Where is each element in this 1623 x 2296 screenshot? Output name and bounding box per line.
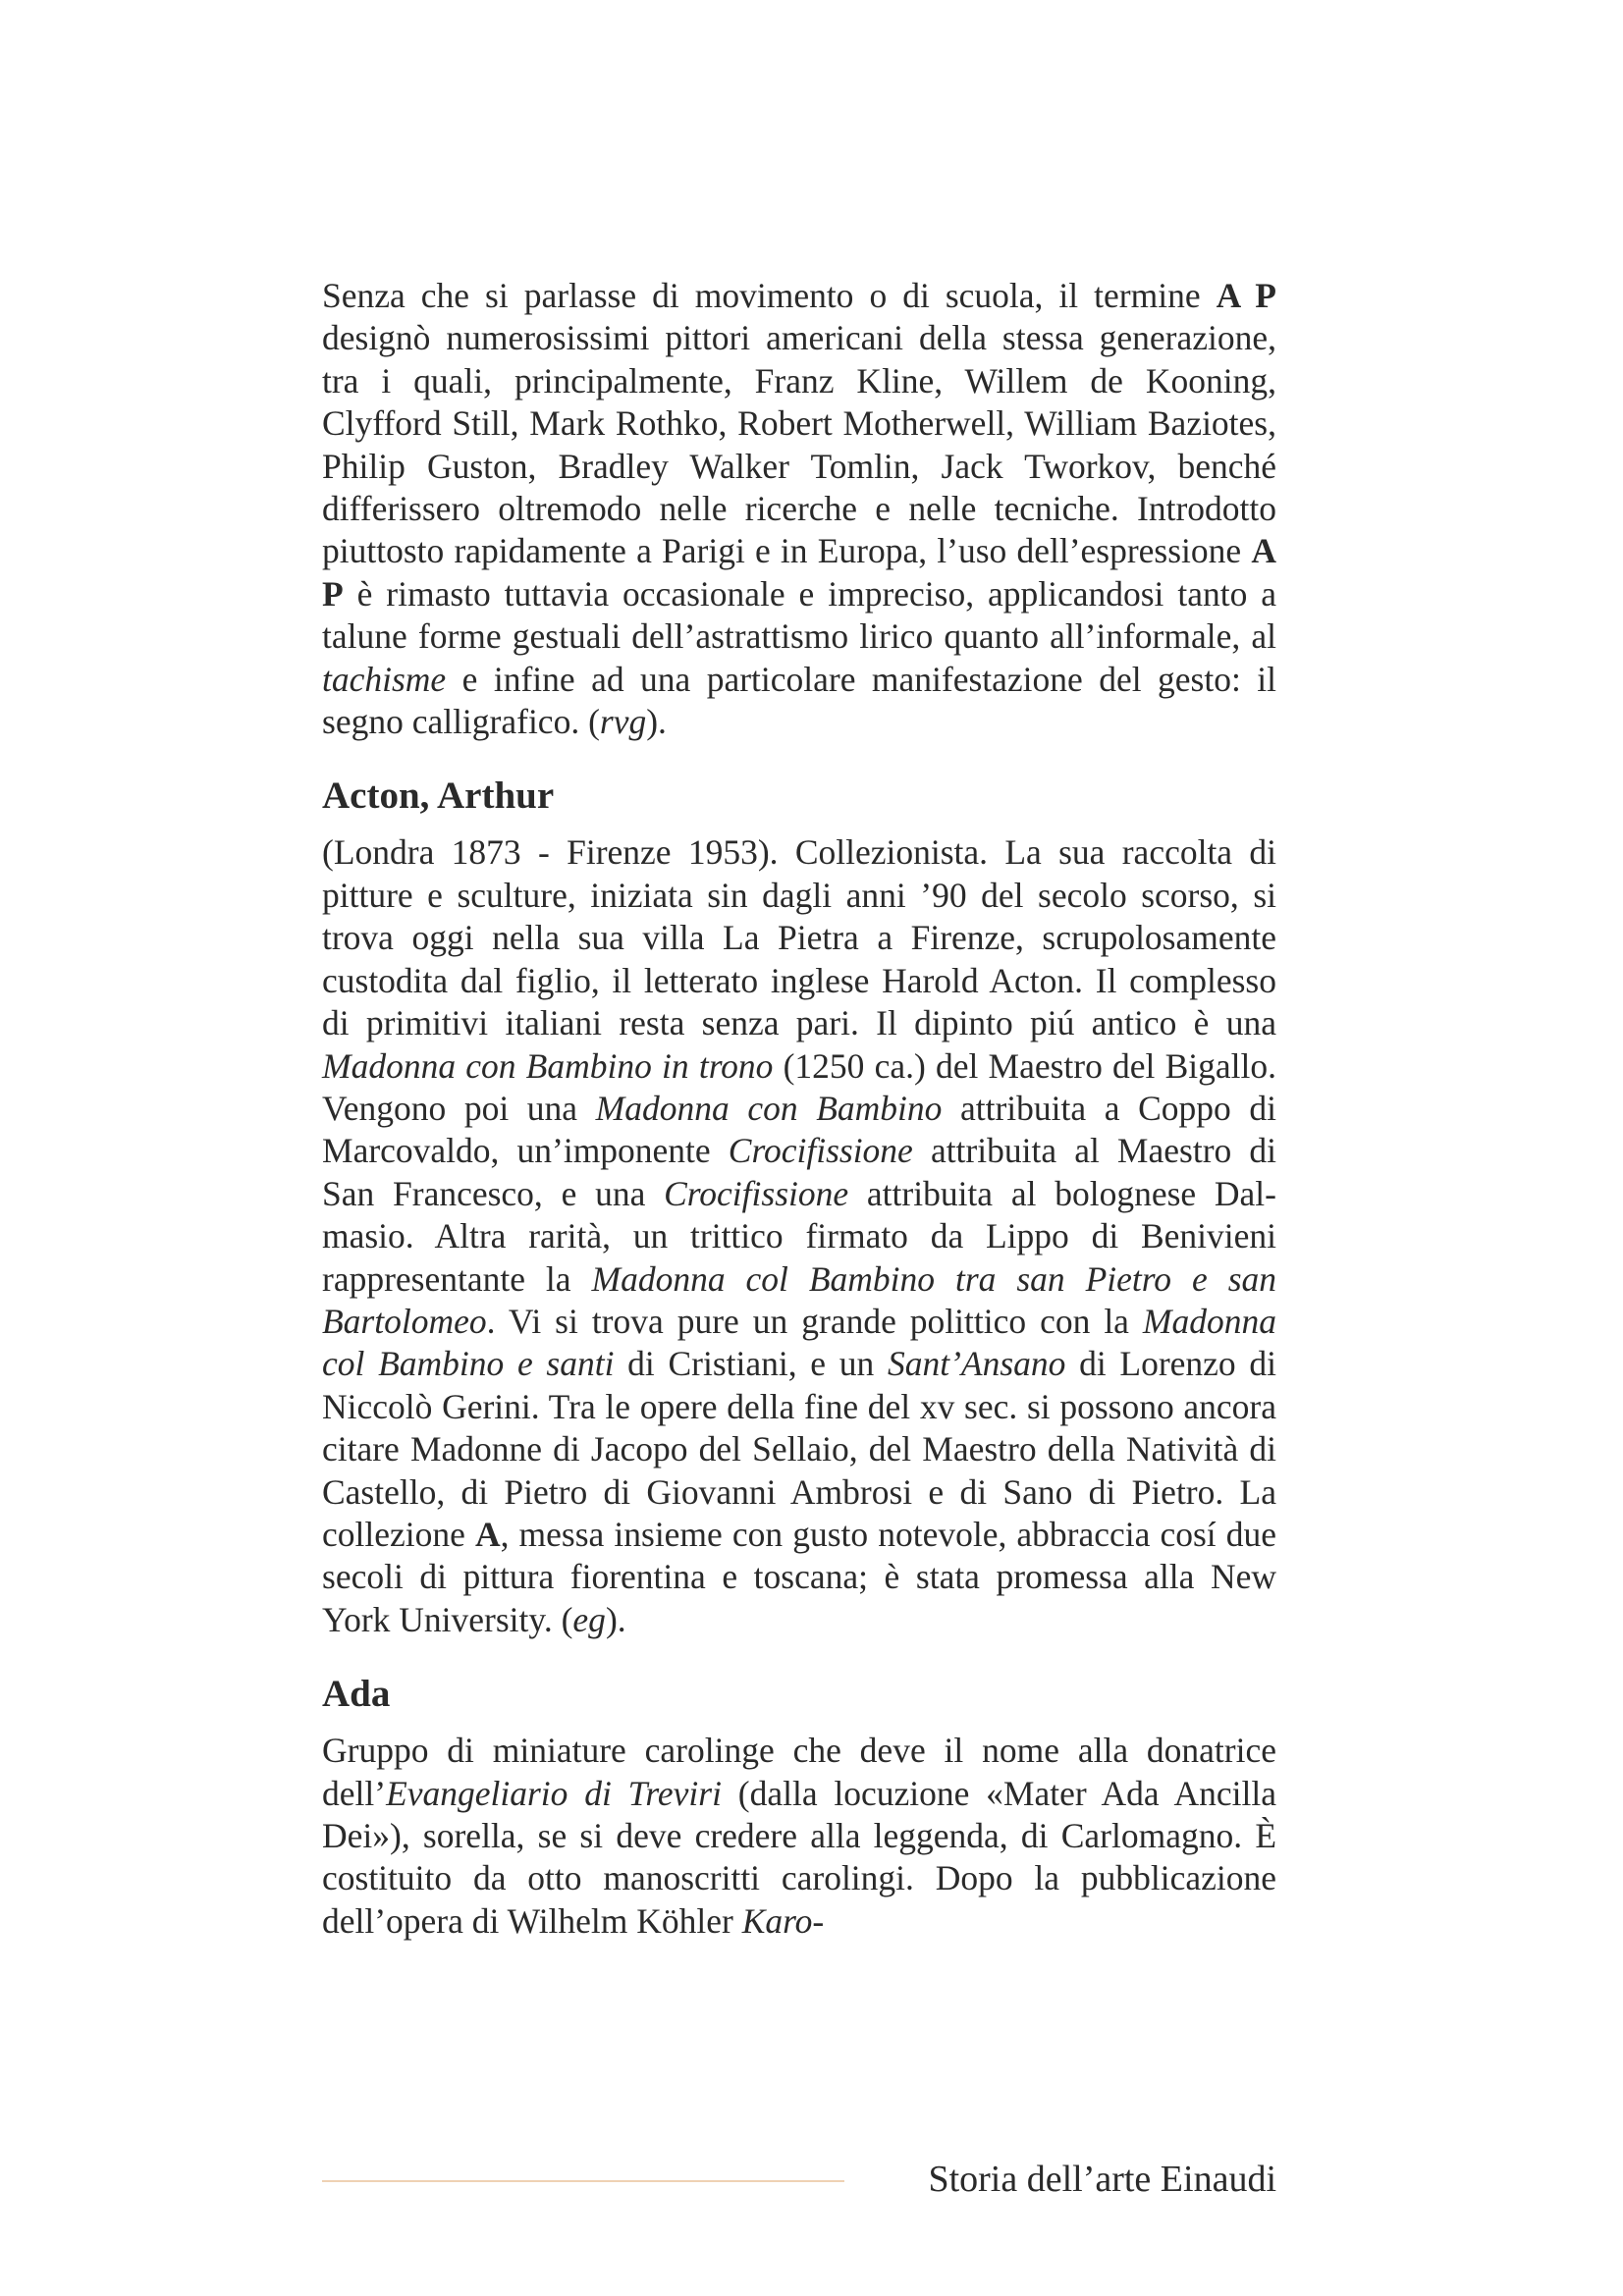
text-run: e infine ad una particolare manifestazione del gesto: il segno calligrafico. ( [322,659,1276,742]
text-run: attribuita a Coppo di Marcovaldo, un’imponente [322,1088,1277,1171]
italic-text: Madonna col Bambino tra san Pietro e san Bartolomeo [322,1258,1277,1341]
text-run: ). [646,702,667,742]
text-run: ). [605,1599,626,1639]
page-content [322,275,1276,1943]
bold-term: A P [322,531,1276,614]
text-run: attribuita al Maestro di San Francesco, e una [322,1131,1276,1213]
italic-text: Karo- [741,1900,825,1941]
text-run: (dalla locuzione «Mater Ada Ancilla Dei»), sorella, se si deve credere alla leggenda, di Carlomagno. È costituito da otto manoscritti carolingi. Dopo la pubblicazione dell’opera di Wilhelm Köhler [322,1773,1276,1941]
text-run: (Londra 1873 - Firenze 1953). Collezionista. La sua raccolta di pitture e sculture, iniziata sin dagli anni ’90 del secolo scorso, si trova oggi nella sua villa La Pietra a Firenze, scrupolosamente custodita dal figlio, il letterato inglese Harold Acton. Il complesso di primitivi italiani resta senza pari. Il dipinto piú antico è una [322,832,1276,1043]
entry-heading-ada: Ada [322,1673,391,1716]
entry-1-paragraph [322,831,1276,1641]
text-run: , messa insieme con gusto notevole, abbraccia cosí due secoli di pittura fiorentina e toscana; è stata promessa alla New York University. ( [322,1514,1276,1639]
text-run: . Vi si trova pure un grande polittico con la [486,1301,1143,1341]
bold-term: A [474,1514,501,1554]
text-run: è rimasto tuttavia occasionale e impreciso, applicandosi tanto a talune forme gestuali dell’astrattismo lirico quanto all’informale, al [322,573,1276,657]
text-run: di Lorenzo di Niccolò Gerini. Tra le opere della fine del xv sec. si possono ancora citare Madonne di Jacopo del Sellaio, del Maestro della Natività di Castello, di Pietro di Giovanni Ambrosi e di Sano di Pietro. La collezione [322,1344,1276,1554]
italic-text: eg [572,1599,606,1639]
italic-text: tachisme [322,659,447,699]
text-run: Senza che si parlasse di movimento o di scuola, il termine [322,276,1217,315]
italic-text: Madonna con Bambino [595,1088,943,1128]
italic-text: Crocifissione [728,1131,913,1171]
italic-text: Madonna con Bambino in trono [322,1045,774,1086]
entry-2-paragraph [322,1730,1276,1943]
footer-title: Storia dell’arte Einaudi [928,2159,1276,2200]
italic-text: Sant’Ansano [887,1344,1066,1384]
text-run: di Cristiani, e un [614,1344,888,1384]
italic-text: Evangeliario di Treviri [386,1773,722,1813]
entry-heading-acton: Acton, Arthur [322,774,555,818]
italic-text: Madonna col Bambino e santi [322,1301,1276,1384]
italic-text: Crocifissione [664,1173,849,1213]
text-run: Gruppo di miniature carolinge che deve il nome alla donatrice dell’ [322,1731,1276,1813]
text-run: (1250 ca.) del Maestro del Bigallo. Vengono poi una [322,1045,1276,1128]
italic-text: rvg [599,702,647,742]
entry-0-paragraph [322,275,1276,743]
text-run: attribuita al bolognese Dalmasio. Altra rarità, un trittico firmato da Lippo di Benivieni rappresentante la [322,1173,1276,1299]
text-run: designò numerosissimi pittori americani della stessa generazione, tra i quali, principalmente, Franz Kline, Willem de Kooning, Clyfford Still, Mark Rothko, Robert Motherwell, William Baziotes, Philip Guston, Bradley Walker Tomlin, Jack Tworkov, benché differissero oltremodo nelle ricerche e nelle tecniche. Introdotto piuttosto rapidamente a Parigi e in Europa, l’uso dell’espressione [322,318,1276,571]
footer-rule [322,2180,844,2182]
bold-term: A P [1216,276,1276,315]
